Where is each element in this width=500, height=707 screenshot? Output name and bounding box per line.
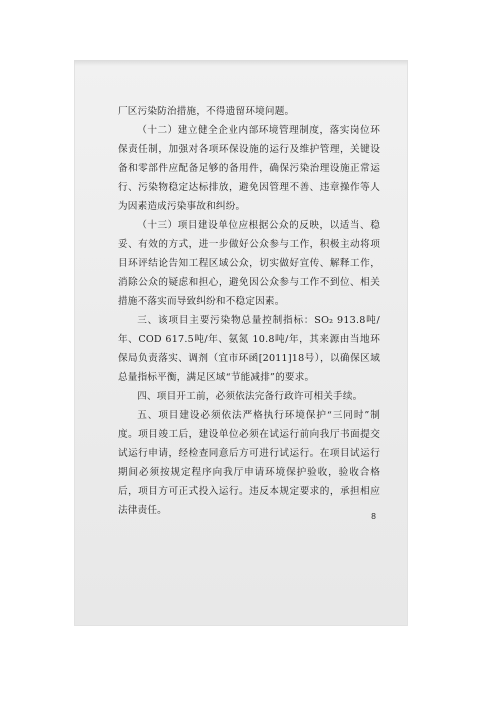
paragraph-section-5: 五、项目建设必须依法严格执行环境保护“三同时”制度。项目竣工后，建设单位必须在试运行前向我厅书面提交试运行申请，经检查同意后方可进行试运行。在项目试运行期间必须按规定程序向我厅申请环境保护验收，验收合格后，项目方可正式投入运行。违反本规定要求的，承担相应法律责任。: [118, 410, 380, 516]
paragraph-item-13: （十三）项目建设单位应根据公众的反映，以适当、稳妥、有效的方式，进一步做好公众参与工作，积极主动将项目环评结论告知工程区域公众，切实做好宣传、解释工作，消除公众的疑虑和担心，避免因公众参与工作不到位、相关措施不落实而导致纠纷和不稳定因素。: [118, 220, 380, 307]
paragraph-section-4: 四、项目开工前，必须依法完备行政许可相关手续。: [137, 391, 363, 402]
scan-edge-shadow: [74, 60, 408, 66]
paragraph-section-3: 三、该项目主要污染物总量控制指标：SO₂ 913.8吨/年、COD 617.5吨/年、氨氮 10.8吨/年，其来源由当地环保局负责落实、调剂（宜市环函[2011]18号），以确保区域总量指标平衡，满足区域“节能减排”的要求。: [118, 315, 380, 383]
paragraph-item-12: （十二）建立健全企业内部环境管理制度，落实岗位环保责任制，加强对各项环保设施的运行及维护管理，关键设备和零部件应配备足够的备用件，确保污染治理设施正常运行、污染物稳定达标排放，避免因管理不善、违章操作等人为因素造成污染事故和纠纷。: [118, 125, 380, 212]
page-number: 8: [371, 512, 377, 521]
paragraph-continuation: 厂区污染防治措施，不得遗留环境问题。: [118, 106, 295, 117]
document-body: [118, 102, 380, 520]
